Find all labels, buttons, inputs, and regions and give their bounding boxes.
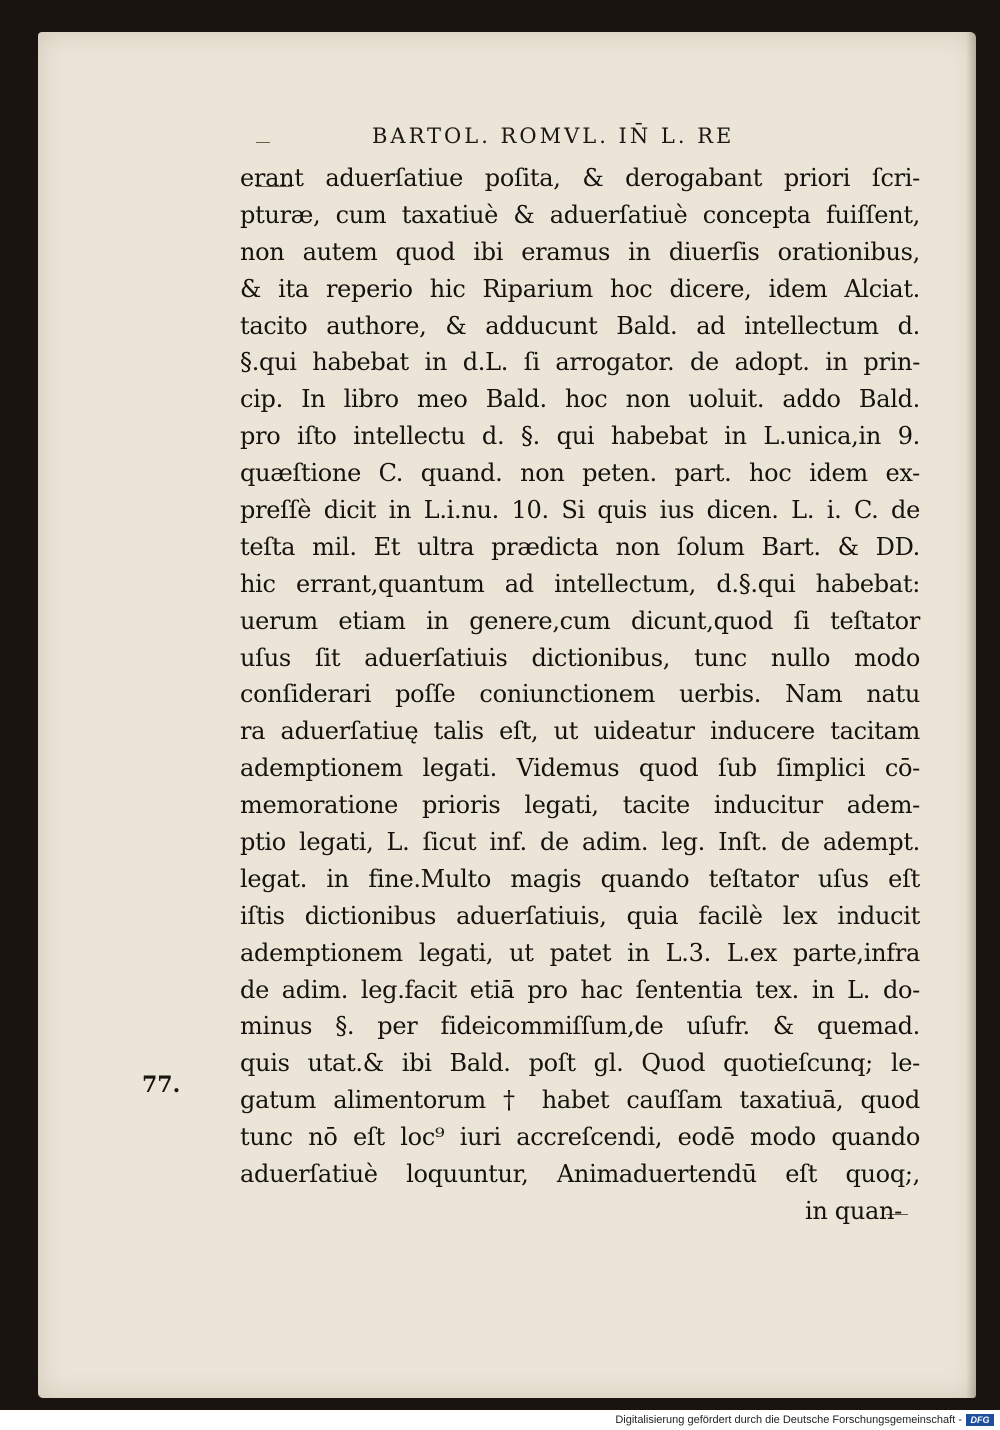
text-line: pturæ, cum taxatiuè & aduerſatiuè concepta fuiſſent, (240, 200, 920, 229)
text-line: uſus ſit aduerſatiuis dictionibus, tunc nullo modo (240, 643, 920, 672)
text-line: quis utat.& ibi Bald. poſt gl. Quod quotieſcunq; le- (240, 1049, 920, 1078)
running-head: BARTOL. ROMVL. IN̄ L. RE (372, 124, 735, 148)
text-line: cip. In libro meo Bald. hoc non uoluit. addo Bald. (240, 385, 920, 414)
margin-note: 77. (142, 1072, 181, 1098)
text-line: conſiderari poſſe coniunctionem uerbis. Nam natu (240, 680, 920, 709)
text-line: tunc nō eſt loc⁹ iuri accreſcendi, eodē modo quando (240, 1123, 920, 1152)
text-line: erant aduerſatiue poſita, & derogabant priori ſcri- (240, 164, 920, 192)
dfg-logo-icon: DFG (966, 1414, 994, 1426)
text-line: minus §. per fideicommiſſum,de uſufr. & quemad. (240, 1012, 920, 1041)
text-line: tacito authore, & adducunt Bald. ad intellectum d. (240, 311, 920, 340)
text-line: teſta mil. Et ultra prædicta non ſolum Bart. & DD. (240, 532, 920, 561)
text-line: quæſtione C. quand. non peten. part. hoc idem ex- (240, 459, 920, 488)
text-line: non autem quod ibi eramus in diuerſis orationibus, (240, 237, 920, 266)
text-line: & ita reperio hic Riparium hoc dicere, idem Alciat. (240, 274, 920, 303)
text-line: iſtis dictionibus aduerſatiuis, quia facilè lex inducit (240, 901, 920, 930)
text-line: ademptionem legati. Videmus quod ſub ſimplici cō- (240, 754, 920, 783)
footer-credit-text: Digitalisierung gefördert durch die Deutsche Forschungsgemeinschaft - (615, 1414, 962, 1426)
body-text (240, 160, 920, 1230)
catchword-line: in quan- (804, 1196, 902, 1225)
text-line: aduerſatiuè loquuntur, Animaduertendū eſt quoq;, (240, 1160, 920, 1189)
text-line: memoratione prioris legati, tacite inducitur adem- (240, 791, 920, 820)
text-line: hic errant,quantum ad intellectum, d.§.qui habebat: (240, 569, 920, 598)
text-line: de adim. leg.facit etiā pro hac ſententia tex. in L. do- (240, 975, 920, 1004)
text-line: preſſè dicit in L.i.nu. 10. Si quis ius dicen. L. i. C. de (240, 496, 920, 525)
text-line: pro iſto intellectu d. §. qui habebat in L.unica,in 9. (240, 422, 920, 451)
text-line: §.qui habebat in d.L. ſi arrogator. de adopt. in prin- (240, 348, 920, 377)
text-line: ra aduerſatiuę talis eſt, ut uideatur inducere tacitam (240, 717, 920, 746)
text-line: ademptionem legati, ut patet in L.3. L.ex parte,infra (240, 938, 920, 967)
digitization-footer (0, 1410, 1000, 1430)
text-line: ptio legati, L. ſicut inf. de adim. leg. Inſt. de adempt. (240, 828, 920, 857)
text-line: legat. in fine.Multo magis quando teſtator uſus eſt (240, 864, 920, 893)
text-line: uerum etiam in genere,cum dicunt,quod ſi teſtator (240, 606, 920, 635)
text-line: gatum alimentorum † habet cauſſam taxatiuā, quod (240, 1086, 920, 1115)
ink-mark (256, 142, 270, 143)
